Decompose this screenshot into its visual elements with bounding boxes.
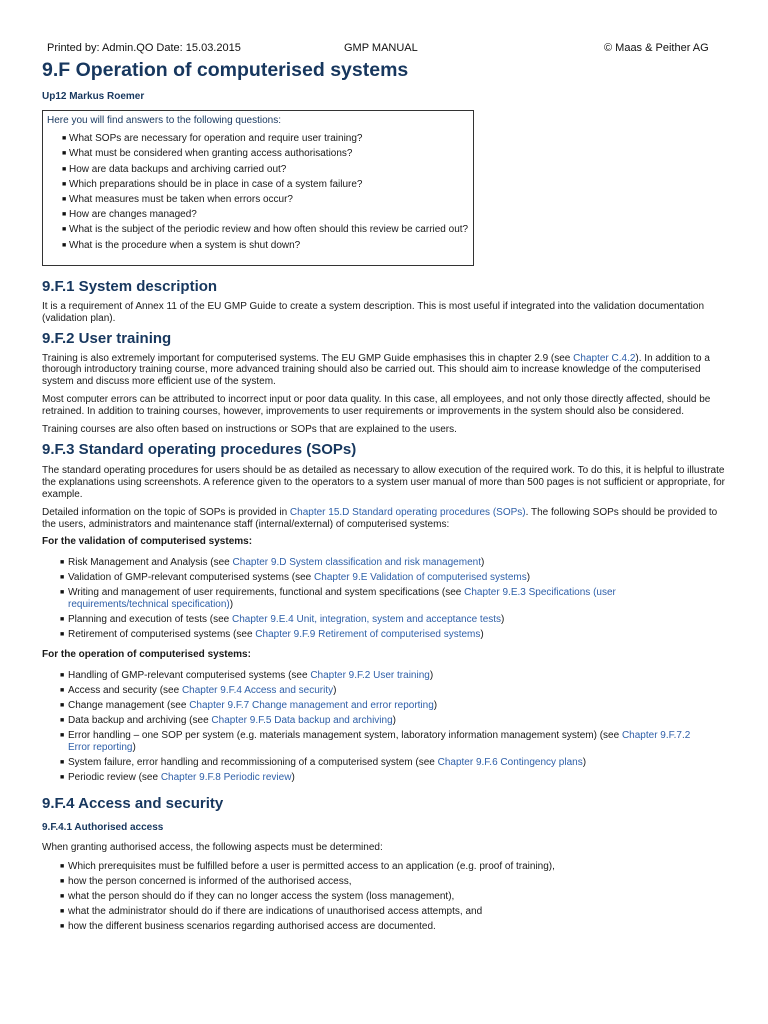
paragraph: When granting authorised access, the following aspects must be determined: <box>42 841 383 853</box>
questions-list <box>47 131 469 253</box>
list-item: ■ how the person concerned is informed of the authorised access, <box>60 876 352 888</box>
list-item: ■ What SOPs are necessary for operation and require user training? <box>47 131 469 146</box>
link-chapter-15d[interactable]: Chapter 15.D Standard operating procedures (SOPs) <box>289 506 526 518</box>
validation-sop-list <box>42 557 732 640</box>
link-chapter-9f4[interactable]: Chapter 9.F.4 Access and security <box>181 685 334 697</box>
page-header <box>0 42 768 56</box>
manual-title: GMP MANUAL <box>344 42 418 54</box>
list-item: ■ Risk Management and Analysis (see Chapter 9.D System classification and risk management) <box>60 557 485 569</box>
link-chapter-9f5[interactable]: Chapter 9.F.5 Data backup and archiving <box>211 715 393 727</box>
printed-by: Printed by: Admin.QO Date: 15.03.2015 <box>47 42 241 54</box>
square-bullet-icon: ■ <box>60 630 65 638</box>
square-bullet-icon: ■ <box>60 773 65 781</box>
section-heading-system-description: 9.F.1 System description <box>42 278 218 295</box>
link-chapter-9d[interactable]: Chapter 9.D System classification and risk management <box>232 557 481 569</box>
section-heading-access-security: 9.F.4 Access and security <box>42 794 224 812</box>
square-bullet-icon: ■ <box>60 908 65 916</box>
operation-label: For the operation of computerised systems: <box>42 649 251 661</box>
square-bullet-icon: ■ <box>62 180 67 188</box>
copyright: © Maas & Peither AG <box>604 42 709 54</box>
operation-sop-list <box>42 670 732 783</box>
access-aspects-list <box>42 861 732 933</box>
paragraph: Training is also extremely important for computerised systems. The EU GMP Guide emphasises this in chapter 2.9 (see Chapter C.4.2). In addition to a thorough introductory training course, more advanced training should also be carried out. This should aim to increase knowledge of the computerised system and discuss more efficient use of the system. <box>42 352 710 388</box>
list-item: ■ Planning and execution of tests (see Chapter 9.E.4 Unit, integration, system and acceptance tests) <box>60 613 505 625</box>
square-bullet-icon: ■ <box>60 702 65 710</box>
square-bullet-icon: ■ <box>62 150 67 158</box>
link-chapter-9e[interactable]: Chapter 9.E Validation of computerised systems <box>314 572 527 584</box>
questions-intro: Here you will find answers to the following questions: <box>47 115 282 126</box>
paragraph: Most computer errors can be attributed to incorrect input or poor data quality. In this case, all employees, and not only those directly affected, should be retrained. In addition to training courses, however, improvements to user requirements or improvements in the system should also be considered. <box>42 393 711 417</box>
paragraph: Detailed information on the topic of SOPs is provided in Chapter 15.D Standard operating procedures (SOPs). The following SOPs should be provided to the users, administrators and maintenance staff (internal/external) of computerised systems: <box>42 506 718 530</box>
link-chapter-9f7[interactable]: Chapter 9.F.7 Change management and error reporting <box>189 700 434 712</box>
square-bullet-icon: ■ <box>60 574 65 582</box>
questions-box <box>42 110 474 266</box>
paragraph: It is a requirement of Annex 11 of the EU GMP Guide to create a system description. This is most useful if integrated into the validation documentation (validation plan). <box>42 301 705 324</box>
link-chapter-9e3[interactable]: Chapter 9.E.3 Specifications (user requirements/technical specification) <box>68 587 616 610</box>
square-bullet-icon: ■ <box>60 717 65 725</box>
square-bullet-icon: ■ <box>62 196 67 204</box>
link-chapter-c42[interactable]: Chapter C.4.2 <box>573 352 636 364</box>
square-bullet-icon: ■ <box>60 732 65 740</box>
list-item: ■ System failure, error handling and recommissioning of a computerised system (see Chapter 9.F.6 Contingency plans) <box>60 757 587 768</box>
link-chapter-9e4[interactable]: Chapter 9.E.4 Unit, integration, system and acceptance tests <box>232 613 502 625</box>
subsection-heading-authorised-access: 9.F.4.1 Authorised access <box>42 821 164 833</box>
link-chapter-9f6[interactable]: Chapter 9.F.6 Contingency plans <box>437 757 583 768</box>
square-bullet-icon: ■ <box>60 893 65 901</box>
validation-label: For the validation of computerised systems: <box>42 536 253 548</box>
section-heading-sops: 9.F.3 Standard operating procedures (SOPs) <box>42 441 357 459</box>
square-bullet-icon: ■ <box>60 589 65 597</box>
link-chapter-9f9[interactable]: Chapter 9.F.9 Retirement of computerised systems <box>255 628 481 640</box>
square-bullet-icon: ■ <box>60 863 65 871</box>
link-chapter-9f2[interactable]: Chapter 9.F.2 User training <box>310 670 430 682</box>
square-bullet-icon: ■ <box>60 615 65 623</box>
square-bullet-icon: ■ <box>60 759 65 766</box>
list-item: ■ what the person should do if they can no longer access the system (loss management), <box>60 891 455 903</box>
link-chapter-9f8[interactable]: Chapter 9.F.8 Periodic review <box>160 771 292 783</box>
link-chapter-9f72[interactable]: Chapter 9.F.7.2 Error reporting <box>68 730 691 754</box>
list-item: ■ What is the subject of the periodic review and how often should this review be carried out? <box>47 222 469 237</box>
list-item: ■ Validation of GMP-relevant computerised systems (see Chapter 9.E Validation of computerised systems) <box>60 572 531 584</box>
list-item: ■ Data backup and archiving (see Chapter 9.F.5 Data backup and archiving) <box>60 715 396 727</box>
list-item: ■ How are changes managed? <box>47 207 469 222</box>
paragraph: Training courses are also often based on instructions or SOPs that are explained to the users. <box>42 423 457 435</box>
paragraph: The standard operating procedures for users should be as detailed as necessary to allow execution of the required work. To do this, it is helpful to illustrate the explanations using screenshots. A reference given to the operators to a system user manual of more than 500 pages is not sufficient or appropriate, for example. <box>42 465 725 500</box>
list-item: ■ Which prerequisites must be fulfilled before a user is permitted access to an application (e.g. proof of training), <box>60 861 555 873</box>
section-heading-user-training: 9.F.2 User training <box>42 329 172 347</box>
list-item: ■ Error handling – one SOP per system (e.g. materials management system, laboratory information management system) (see Chapter 9.F.7.2 Error reporting) <box>60 730 691 754</box>
list-item: ■ How are data backups and archiving carried out? <box>47 162 469 177</box>
list-item: ■ Writing and management of user requirements, functional and system specifications (see Chapter 9.E.3 Specifications (user requirements/technical specification)) <box>60 587 616 610</box>
list-item: ■ Handling of GMP-relevant computerised systems (see Chapter 9.F.2 User training) <box>60 670 434 682</box>
square-bullet-icon: ■ <box>60 559 65 567</box>
square-bullet-icon: ■ <box>62 241 67 249</box>
list-item: ■ Change management (see Chapter 9.F.7 Change management and error reporting) <box>60 700 438 712</box>
list-item: ■ what the administrator should do if there are indications of unauthorised access attempts, and <box>60 906 483 918</box>
square-bullet-icon: ■ <box>60 687 65 695</box>
list-item: ■ how the different business scenarios regarding authorised access are documented. <box>60 921 436 933</box>
list-item: ■ What is the procedure when a system is shut down? <box>47 238 469 253</box>
list-item: ■ What must be considered when granting access authorisations? <box>47 146 469 161</box>
list-item: ■ Retirement of computerised systems (see Chapter 9.F.9 Retirement of computerised systems) <box>60 628 484 640</box>
square-bullet-icon: ■ <box>60 923 65 931</box>
list-item: ■ What measures must be taken when errors occur? <box>47 192 469 207</box>
list-item: ■ Which preparations should be in place in case of a system failure? <box>47 177 469 192</box>
square-bullet-icon: ■ <box>62 165 67 173</box>
author: Up12 Markus Roemer <box>42 91 145 102</box>
list-item: ■ Access and security (see Chapter 9.F.4 Access and security) <box>60 685 337 697</box>
square-bullet-icon: ■ <box>60 672 65 680</box>
square-bullet-icon: ■ <box>62 135 67 143</box>
square-bullet-icon: ■ <box>60 878 65 886</box>
list-item: ■ Periodic review (see Chapter 9.F.8 Periodic review) <box>60 771 295 783</box>
square-bullet-icon: ■ <box>62 211 67 219</box>
page-title: 9.F Operation of computerised systems <box>42 59 409 81</box>
square-bullet-icon: ■ <box>62 226 67 234</box>
document-body <box>42 58 732 936</box>
